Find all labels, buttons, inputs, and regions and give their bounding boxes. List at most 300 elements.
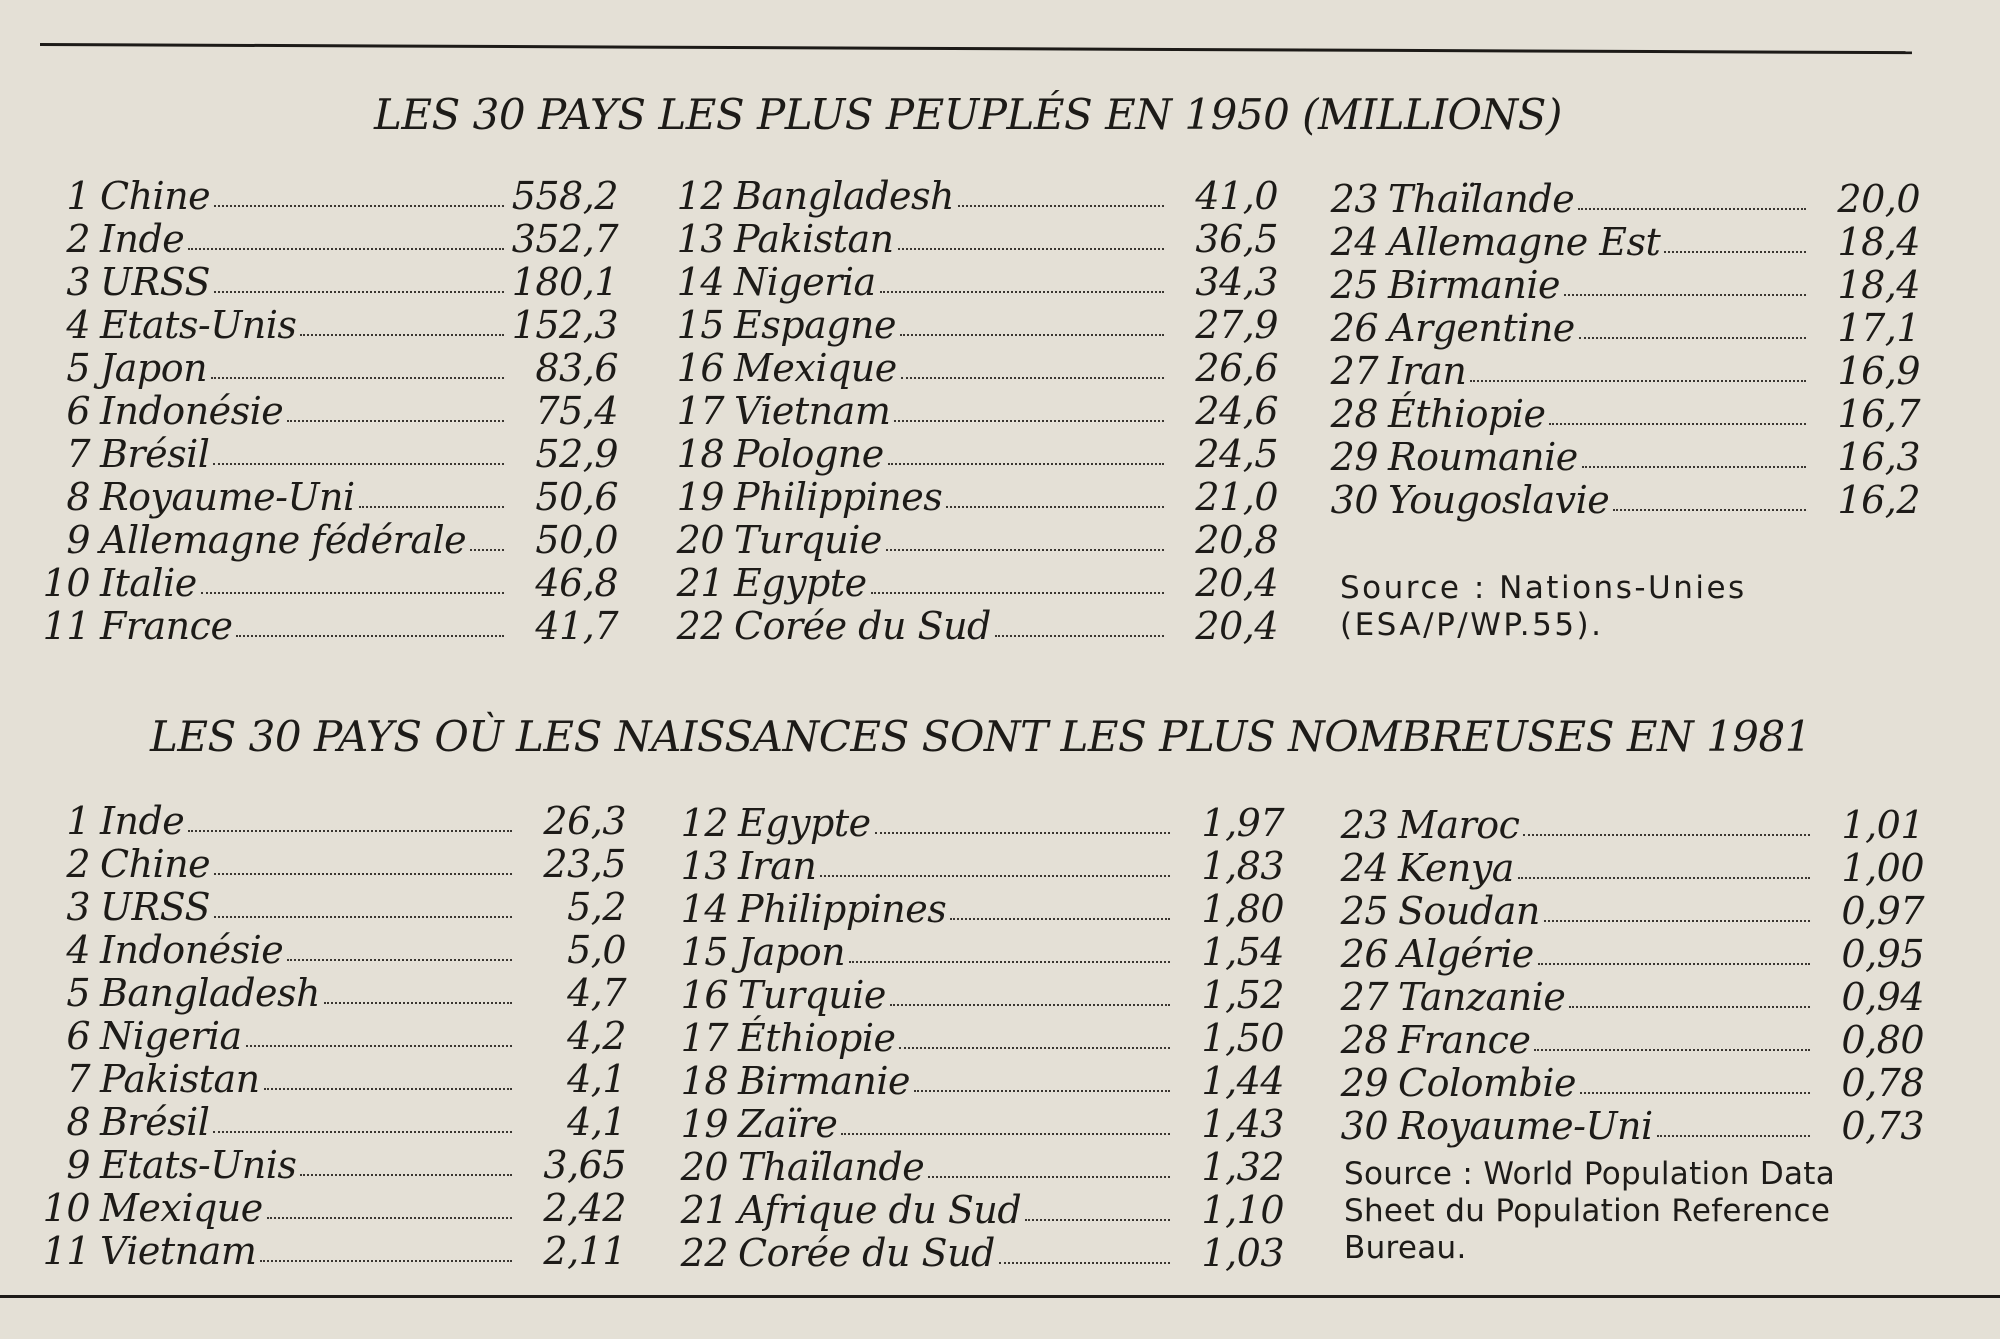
dot-leader: [1569, 1006, 1810, 1008]
value: 41,7: [535, 604, 618, 648]
dot-leader: [1613, 509, 1806, 511]
country-name: Egypte: [738, 801, 871, 845]
list-item: [42, 800, 626, 843]
country-name: Algérie: [1398, 932, 1534, 976]
rank-number: 13: [676, 217, 724, 261]
list-item: [42, 1101, 626, 1144]
list-item: [42, 1015, 626, 1058]
value: 0,80: [1841, 1018, 1924, 1062]
rank-number: 6: [66, 389, 90, 433]
rank-number: 14: [676, 260, 724, 304]
list-item: [42, 1230, 626, 1273]
dot-leader: [890, 1004, 1170, 1006]
dot-leader: [894, 420, 1164, 422]
dot-leader: [267, 1217, 512, 1219]
table2-source-line-3: Bureau.: [1344, 1230, 1467, 1266]
dot-leader: [1470, 380, 1806, 382]
table2-source-line-1: Source : World Population Data: [1344, 1156, 1836, 1192]
list-item: [42, 519, 618, 562]
country-name: Nigeria: [734, 260, 876, 304]
country-name: Corée du Sud: [734, 604, 991, 648]
country-name: Brésil: [100, 1100, 210, 1144]
list-item: [680, 845, 1284, 888]
country-name: Éthiopie: [1388, 392, 1546, 436]
value: 1,83: [1201, 844, 1284, 888]
value: 34,3: [1195, 260, 1278, 304]
value: 0,97: [1841, 889, 1924, 933]
rank-number: 27: [1340, 975, 1388, 1019]
country-name: Allemagne fédérale: [100, 518, 467, 562]
dot-leader: [946, 506, 1164, 508]
value: 1,97: [1201, 801, 1284, 845]
dot-leader: [898, 248, 1164, 250]
dot-leader: [950, 918, 1170, 920]
list-item: [42, 476, 618, 519]
value: 26,6: [1195, 346, 1278, 390]
value: 83,6: [535, 346, 618, 390]
value: 4,7: [567, 971, 626, 1015]
value: 16,2: [1837, 478, 1920, 522]
list-item: [42, 1187, 626, 1230]
rank-number: 27: [1330, 349, 1378, 393]
dot-leader: [958, 205, 1164, 207]
rank-number: 20: [676, 518, 724, 562]
rank-number: 16: [676, 346, 724, 390]
value: 0,78: [1841, 1061, 1924, 1105]
value: 0,73: [1841, 1104, 1924, 1148]
country-name: Etats-Unis: [100, 303, 297, 347]
rank-number: 12: [680, 801, 728, 845]
value: 50,0: [535, 518, 618, 562]
rank-number: 26: [1340, 932, 1388, 976]
dot-leader: [188, 248, 504, 250]
dot-leader: [470, 549, 504, 551]
country-name: Yougoslavie: [1388, 478, 1610, 522]
dot-leader: [871, 592, 1164, 594]
value: 75,4: [535, 389, 618, 433]
country-name: Maroc: [1398, 803, 1520, 847]
value: 1,80: [1201, 887, 1284, 931]
rank-number: 6: [66, 1014, 90, 1058]
country-name: Chine: [100, 842, 211, 886]
dot-leader: [886, 549, 1164, 551]
dot-leader: [1579, 337, 1806, 339]
dot-leader: [875, 832, 1170, 834]
country-name: France: [100, 604, 233, 648]
value: 5,2: [567, 885, 626, 929]
rank-number: 15: [676, 303, 724, 347]
rank-number: 17: [676, 389, 724, 433]
country-name: Iran: [738, 844, 817, 888]
bottom-rule: [0, 1295, 2000, 1298]
country-name: Birmanie: [1388, 263, 1561, 307]
rank-number: 22: [676, 604, 724, 648]
value: 3,65: [543, 1143, 626, 1187]
list-item: [676, 175, 1278, 218]
list-item: [42, 562, 618, 605]
dot-leader: [201, 592, 504, 594]
country-name: Kenya: [1398, 846, 1514, 890]
rank-number: 5: [66, 971, 90, 1015]
list-item: [42, 929, 626, 972]
value: 20,4: [1195, 561, 1278, 605]
value: 1,54: [1201, 930, 1284, 974]
dot-leader: [900, 334, 1164, 336]
country-name: Corée du Sud: [738, 1231, 995, 1275]
dot-leader: [880, 291, 1164, 293]
rank-number: 19: [680, 1102, 728, 1146]
country-name: Egypte: [734, 561, 867, 605]
country-name: Brésil: [100, 432, 210, 476]
country-name: Philippines: [738, 887, 947, 931]
country-name: Philippines: [734, 475, 943, 519]
country-name: Royaume-Uni: [1398, 1104, 1653, 1148]
country-name: Zaïre: [738, 1102, 838, 1146]
dot-leader: [214, 873, 512, 875]
rank-number: 22: [680, 1231, 728, 1275]
list-item: [42, 175, 618, 218]
list-item: [676, 261, 1278, 304]
value: 16,9: [1837, 349, 1920, 393]
value: 1,32: [1201, 1145, 1284, 1189]
value: 0,94: [1841, 975, 1924, 1019]
rank-number: 4: [66, 928, 90, 972]
rank-number: 29: [1340, 1061, 1388, 1105]
table1-source-line-1: Source : Nations-Unies: [1340, 570, 1747, 606]
list-item: [676, 605, 1278, 648]
country-name: Japon: [738, 930, 846, 974]
country-name: Italie: [100, 561, 197, 605]
value: 2,11: [543, 1229, 626, 1273]
dot-leader: [1025, 1219, 1170, 1221]
list-item: [42, 1144, 626, 1187]
list-item: [680, 1232, 1284, 1275]
dot-leader: [287, 959, 512, 961]
value: 18,4: [1837, 263, 1920, 307]
rank-number: 9: [66, 1143, 90, 1187]
rank-number: 2: [66, 842, 90, 886]
table1-column-2: [676, 175, 1278, 648]
dot-leader: [213, 1131, 512, 1133]
list-item: [1340, 1019, 1924, 1062]
value: 23,5: [543, 842, 626, 886]
country-name: Pologne: [734, 432, 884, 476]
list-item: [1340, 1105, 1924, 1148]
value: 24,6: [1195, 389, 1278, 433]
country-name: Pakistan: [100, 1057, 260, 1101]
list-item: [42, 886, 626, 929]
value: 20,0: [1837, 177, 1920, 221]
list-item: [676, 304, 1278, 347]
country-name: Iran: [1388, 349, 1467, 393]
table1-source-line-2: (ESA/P/WP.55).: [1340, 607, 1604, 643]
dot-leader: [899, 1047, 1170, 1049]
list-item: [1340, 933, 1924, 976]
dot-leader: [1534, 1049, 1810, 1051]
rank-number: 8: [66, 1100, 90, 1144]
table2-title: LES 30 PAYS OÙ LES NAISSANCES SONT LES PLUS NOMBREUSES EN 1981: [150, 712, 1811, 761]
rank-number: 8: [66, 475, 90, 519]
value: 36,5: [1195, 217, 1278, 261]
dot-leader: [849, 961, 1170, 963]
value: 1,10: [1201, 1188, 1284, 1232]
rank-number: 14: [680, 887, 728, 931]
value: 180,1: [511, 260, 618, 304]
country-name: Allemagne Est: [1388, 220, 1661, 264]
rank-number: 19: [676, 475, 724, 519]
value: 1,00: [1841, 846, 1924, 890]
country-name: Colombie: [1398, 1061, 1576, 1105]
value: 558,2: [511, 174, 618, 218]
rank-number: 5: [66, 346, 90, 390]
value: 52,9: [535, 432, 618, 476]
dot-leader: [214, 291, 504, 293]
list-item: [680, 1103, 1284, 1146]
table1-column-3: [1330, 178, 1920, 522]
rank-number: 20: [680, 1145, 728, 1189]
list-item: [680, 1146, 1284, 1189]
dot-leader: [901, 377, 1164, 379]
dot-leader: [214, 916, 512, 918]
value: 46,8: [535, 561, 618, 605]
list-item: [42, 304, 618, 347]
list-item: [676, 519, 1278, 562]
dot-leader: [300, 334, 504, 336]
dot-leader: [1657, 1135, 1810, 1137]
country-name: Indonésie: [100, 928, 284, 972]
table2-source: [1344, 1156, 1914, 1267]
dot-leader: [188, 830, 512, 832]
list-item: [676, 562, 1278, 605]
list-item: [676, 433, 1278, 476]
country-name: Thaïlande: [738, 1145, 925, 1189]
rank-number: 25: [1330, 263, 1378, 307]
list-item: [676, 390, 1278, 433]
rank-number: 18: [676, 432, 724, 476]
country-name: Chine: [100, 174, 211, 218]
list-item: [42, 1058, 626, 1101]
rank-number: 24: [1340, 846, 1388, 890]
dot-leader: [213, 463, 504, 465]
dot-leader: [246, 1045, 512, 1047]
list-item: [680, 1060, 1284, 1103]
dot-leader: [1549, 423, 1806, 425]
rank-number: 1: [66, 799, 90, 843]
list-item: [676, 347, 1278, 390]
list-item: [1330, 350, 1920, 393]
list-item: [1340, 1062, 1924, 1105]
rank-number: 13: [680, 844, 728, 888]
country-name: Bangladesh: [100, 971, 320, 1015]
rank-number: 28: [1340, 1018, 1388, 1062]
table2-source-line-2: Sheet du Population Reference: [1344, 1193, 1831, 1229]
table2-column-1: [42, 800, 626, 1273]
country-name: URSS: [100, 260, 211, 304]
list-item: [680, 931, 1284, 974]
rank-number: 18: [680, 1059, 728, 1103]
value: 16,3: [1837, 435, 1920, 479]
list-item: [42, 433, 618, 476]
country-name: Japon: [100, 346, 208, 390]
dot-leader: [1523, 834, 1810, 836]
list-item: [42, 605, 618, 648]
list-item: [42, 843, 626, 886]
table2-column-2: [680, 802, 1284, 1275]
dot-leader: [888, 463, 1164, 465]
value: 17,1: [1837, 306, 1920, 350]
country-name: Mexique: [734, 346, 897, 390]
rank-number: 23: [1330, 177, 1378, 221]
country-name: Vietnam: [100, 1229, 257, 1273]
country-name: Argentine: [1388, 306, 1575, 350]
rank-number: 1: [66, 174, 90, 218]
rank-number: 21: [676, 561, 724, 605]
country-name: Mexique: [100, 1186, 263, 1230]
country-name: Indonésie: [100, 389, 284, 433]
rank-number: 11: [42, 1229, 90, 1273]
country-name: Etats-Unis: [100, 1143, 297, 1187]
rank-number: 3: [66, 885, 90, 929]
rank-number: 30: [1330, 478, 1378, 522]
value: 152,3: [511, 303, 618, 347]
country-name: Espagne: [734, 303, 897, 347]
top-rule: [40, 43, 1912, 54]
rank-number: 25: [1340, 889, 1388, 933]
country-name: Turquie: [738, 973, 886, 1017]
list-item: [680, 888, 1284, 931]
value: 5,0: [567, 928, 626, 972]
rank-number: 16: [680, 973, 728, 1017]
rank-number: 21: [680, 1188, 728, 1232]
list-item: [42, 972, 626, 1015]
dot-leader: [264, 1088, 512, 1090]
value: 21,0: [1195, 475, 1278, 519]
value: 24,5: [1195, 432, 1278, 476]
country-name: Pakistan: [734, 217, 894, 261]
value: 16,7: [1837, 392, 1920, 436]
list-item: [680, 1189, 1284, 1232]
table1-source: [1340, 570, 1910, 644]
dot-leader: [928, 1176, 1170, 1178]
dot-leader: [1544, 920, 1810, 922]
value: 27,9: [1195, 303, 1278, 347]
country-name: Bangladesh: [734, 174, 954, 218]
country-name: Nigeria: [100, 1014, 242, 1058]
dot-leader: [324, 1002, 512, 1004]
value: 4,1: [567, 1100, 626, 1144]
list-item: [1330, 221, 1920, 264]
country-name: Afrique du Sud: [738, 1188, 1022, 1232]
country-name: Tanzanie: [1398, 975, 1566, 1019]
country-name: Vietnam: [734, 389, 891, 433]
list-item: [676, 476, 1278, 519]
list-item: [42, 390, 618, 433]
list-item: [1330, 178, 1920, 221]
table1-column-1: [42, 175, 618, 648]
list-item: [42, 261, 618, 304]
rank-number: 28: [1330, 392, 1378, 436]
value: 1,01: [1841, 803, 1924, 847]
country-name: France: [1398, 1018, 1531, 1062]
dot-leader: [1580, 1092, 1810, 1094]
dot-leader: [914, 1090, 1170, 1092]
value: 1,43: [1201, 1102, 1284, 1146]
rank-number: 11: [42, 604, 90, 648]
country-name: Birmanie: [738, 1059, 911, 1103]
country-name: Inde: [100, 217, 185, 261]
value: 1,03: [1201, 1231, 1284, 1275]
rank-number: 7: [66, 1057, 90, 1101]
value: 50,6: [535, 475, 618, 519]
dot-leader: [1578, 208, 1806, 210]
country-name: Royaume-Uni: [100, 475, 355, 519]
value: 0,95: [1841, 932, 1924, 976]
list-item: [1330, 436, 1920, 479]
country-name: Éthiopie: [738, 1016, 896, 1060]
dot-leader: [1538, 963, 1810, 965]
rank-number: 10: [42, 561, 90, 605]
list-item: [676, 218, 1278, 261]
dot-leader: [820, 875, 1170, 877]
country-name: Thaïlande: [1388, 177, 1575, 221]
dot-leader: [1564, 294, 1806, 296]
value: 4,1: [567, 1057, 626, 1101]
dot-leader: [211, 377, 504, 379]
list-item: [1340, 890, 1924, 933]
value: 20,4: [1195, 604, 1278, 648]
list-item: [1340, 976, 1924, 1019]
value: 20,8: [1195, 518, 1278, 562]
list-item: [1340, 847, 1924, 890]
value: 1,52: [1201, 973, 1284, 1017]
dot-leader: [287, 420, 504, 422]
dot-leader: [260, 1260, 512, 1262]
dot-leader: [1664, 251, 1806, 253]
dot-leader: [236, 635, 504, 637]
rank-number: 23: [1340, 803, 1388, 847]
value: 4,2: [567, 1014, 626, 1058]
dot-leader: [995, 635, 1164, 637]
list-item: [680, 802, 1284, 845]
value: 1,50: [1201, 1016, 1284, 1060]
dot-leader: [999, 1262, 1170, 1264]
value: 2,42: [543, 1186, 626, 1230]
rank-number: 7: [66, 432, 90, 476]
rank-number: 2: [66, 217, 90, 261]
rank-number: 9: [66, 518, 90, 562]
rank-number: 3: [66, 260, 90, 304]
value: 26,3: [543, 799, 626, 843]
rank-number: 30: [1340, 1104, 1388, 1148]
list-item: [1340, 804, 1924, 847]
table1-title: LES 30 PAYS LES PLUS PEUPLÉS EN 1950 (MILLIONS): [374, 90, 1562, 139]
rank-number: 17: [680, 1016, 728, 1060]
list-item: [1330, 307, 1920, 350]
country-name: Roumanie: [1388, 435, 1578, 479]
rank-number: 4: [66, 303, 90, 347]
country-name: Turquie: [734, 518, 882, 562]
value: 352,7: [511, 217, 618, 261]
value: 1,44: [1201, 1059, 1284, 1103]
country-name: Inde: [100, 799, 185, 843]
dot-leader: [359, 506, 504, 508]
rank-number: 24: [1330, 220, 1378, 264]
dot-leader: [214, 205, 504, 207]
dot-leader: [300, 1174, 512, 1176]
list-item: [680, 1017, 1284, 1060]
list-item: [680, 974, 1284, 1017]
list-item: [42, 347, 618, 390]
